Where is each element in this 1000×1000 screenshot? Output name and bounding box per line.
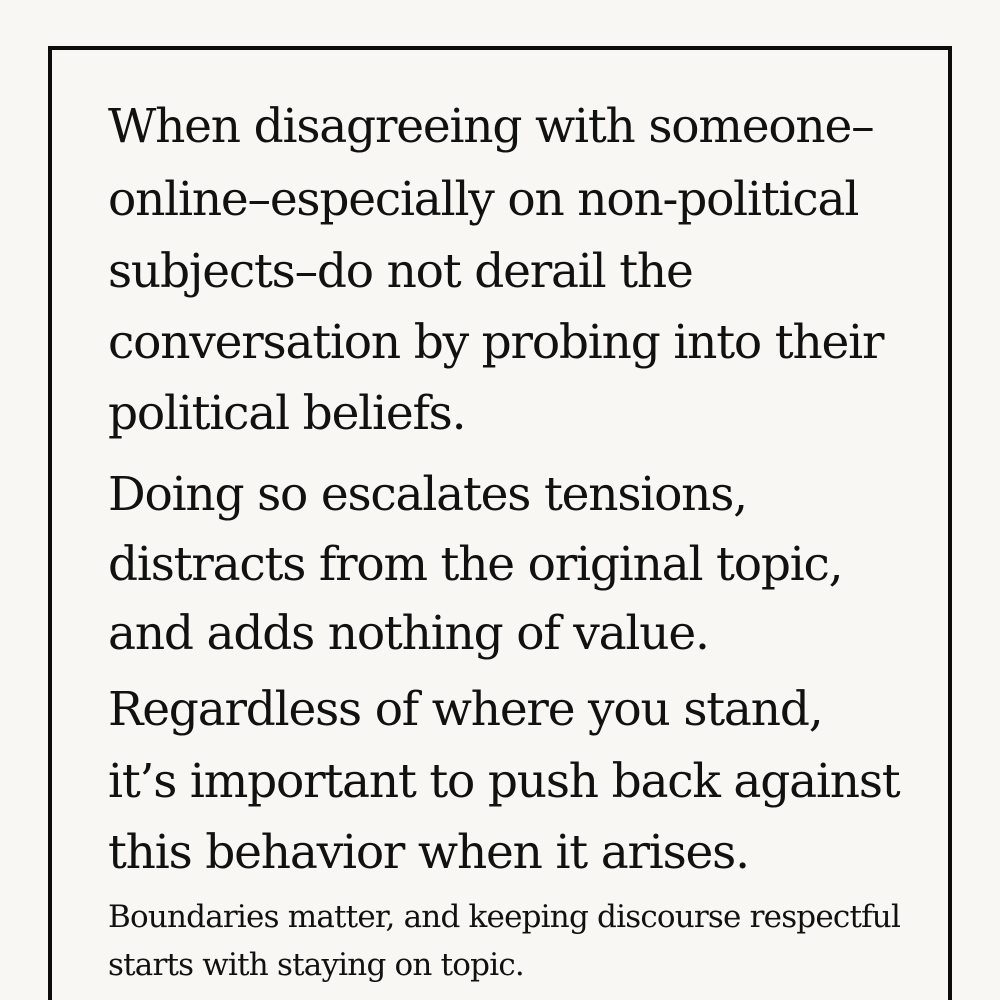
paragraph-3-line-1: Regardless of where you stand,	[108, 682, 823, 737]
paragraph-3-line-2: it’s important to push back against	[108, 754, 900, 809]
paragraph-2-line-2: distracts from the original topic,	[108, 537, 843, 592]
paragraph-1-line-1: When disagreeing with someone–	[108, 99, 874, 154]
paragraph-1-line-4: conversation by probing into their	[108, 315, 884, 370]
paragraph-2-line-1: Doing so escalates tensions,	[108, 467, 747, 522]
paragraph-1-line-2: online–especially on non-political	[108, 172, 859, 227]
paragraph-1-line-3: subjects–do not derail the	[108, 244, 693, 299]
paragraph-1-line-5: political beliefs.	[108, 386, 466, 441]
paragraph-2-line-3: and adds nothing of value.	[108, 606, 709, 661]
paragraph-4-line-2: starts with staying on topic.	[108, 947, 524, 983]
paragraph-4-line-1: Boundaries matter, and keeping discourse respectful	[108, 899, 901, 935]
paragraph-3-line-3: this behavior when it arises.	[108, 825, 749, 880]
